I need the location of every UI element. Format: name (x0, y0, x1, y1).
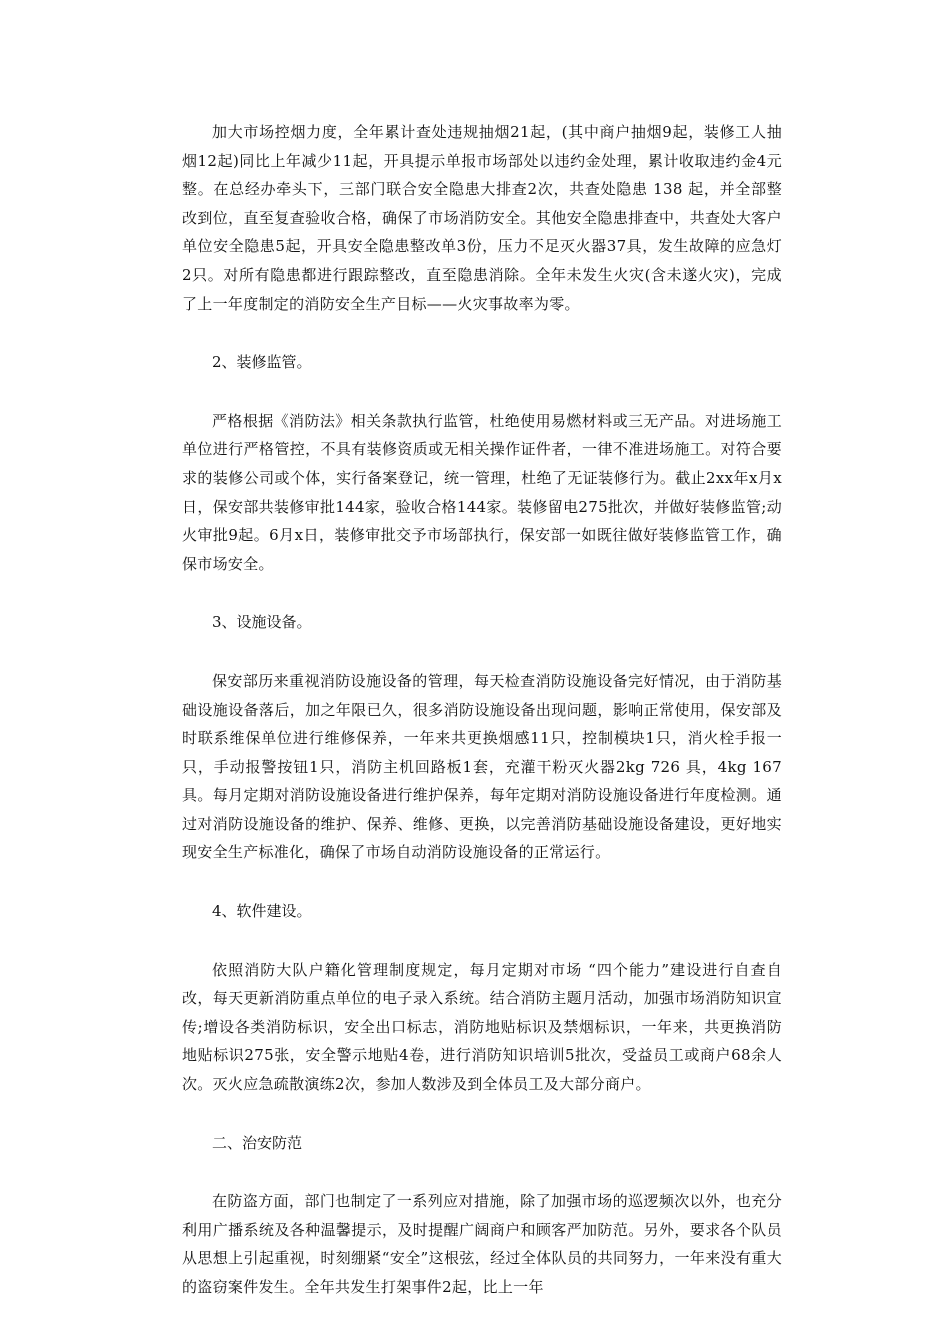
paragraph-anti-theft: 在防盗方面，部门也制定了一系列应对措施，除了加强市场的巡逻频次以外，也充分利用广播系统及各种温馨提示，及时提醒广阔商户和顾客严加防范。另外，要求各个队员从思想上引起重视，时刻绷紧“安全”这根弦，经过全体队员的共同努力，一年来没有重大的盗窃案件发生。全年共发生打架事件2起，比上一年 (182, 1192, 782, 1296)
paragraph-facilities-equipment: 保安部历来重视消防设施设备的管理，每天检查消防设施设备完好情况，由于消防基础设施设备落后，加之年限已久，很多消防设施设备出现问题，影响正常使用，保安部及时联系维保单位进行维修保养，一年来共更换烟感11只，控制模块1只，消火栓手报一只，手动报警按钮1只，消防主机回路板1套，充灌干粉灭火器2kg 726 具，4kg 167 具。每月定期对消防设施设备进行维护保养，每年定期对消防设施设备进行年度检测。通过对消防设施设备的维护、保养、维修、更换，以完善消防基础设施设备建设，更好地实现安全生产标准化，确保了市场自动消防设施设备的正常运行。 (182, 671, 782, 862)
paragraph-renovation-supervision: 严格根据《消防法》相关条款执行监管，杜绝使用易燃材料或三无产品。对进场施工单位进行严格管控，不具有装修资质或无相关操作证件者，一律不准进场施工。对符合要求的装修公司或个体，实行备案登记，统一管理，杜绝了无证装修行为。截止2xx年x月x日，保安部共装修审批144家，验收合格144家。装修留电275批次，并做好装修监管;动火审批9起。6月x日，装修审批交予市场部执行，保安部一如既往做好装修监管工作，确保市场安全。 (182, 411, 782, 573)
heading-software-construction: 4、软件建设。 (212, 902, 312, 921)
heading-public-security: 二、治安防范 (212, 1133, 303, 1152)
document-body (182, 118, 782, 1302)
heading-facilities-equipment: 3、设施设备。 (212, 613, 312, 632)
paragraph-smoking-control: 加大市场控烟力度，全年累计查处违规抽烟21起，(其中商户抽烟9起，装修工人抽烟12起)同比上年减少11起，开具提示单报市场部处以违约金处理，累计收取违约金4元整。在总经办牵头下，三部门联合安全隐患大排查2次，共查处隐患 138 起，并全部整改到位，直至复查验收合格，确保了市场消防安全。其他安全隐患排查中，共查处大客户单位安全隐患5起，开具安全隐患整改单3份，压力不足灭火器37具，发生故障的应急灯2只。对所有隐患都进行跟踪整改，直至隐患消除。全年未发生火灾(含未遂火灾)，完成了上一年度制定的消防安全生产目标——火灾事故率为零。 (182, 123, 782, 313)
paragraph-software-construction: 依照消防大队户籍化管理制度规定，每月定期对市场 “四个能力”建设进行自查自改，每天更新消防重点单位的电子录入系统。结合消防主题月活动，加强市场消防知识宣传;增设各类消防标识，安全出口标志，消防地贴标识及禁烟标识，一年来，共更换消防地贴标识275张，安全警示地贴4卷，进行消防知识培训5批次，受益员工或商户68余人次。灭火应急疏散演练2次，参加人数涉及到全体员工及大部分商户。 (182, 960, 782, 1094)
heading-renovation-supervision: 2、装修监管。 (212, 353, 312, 372)
